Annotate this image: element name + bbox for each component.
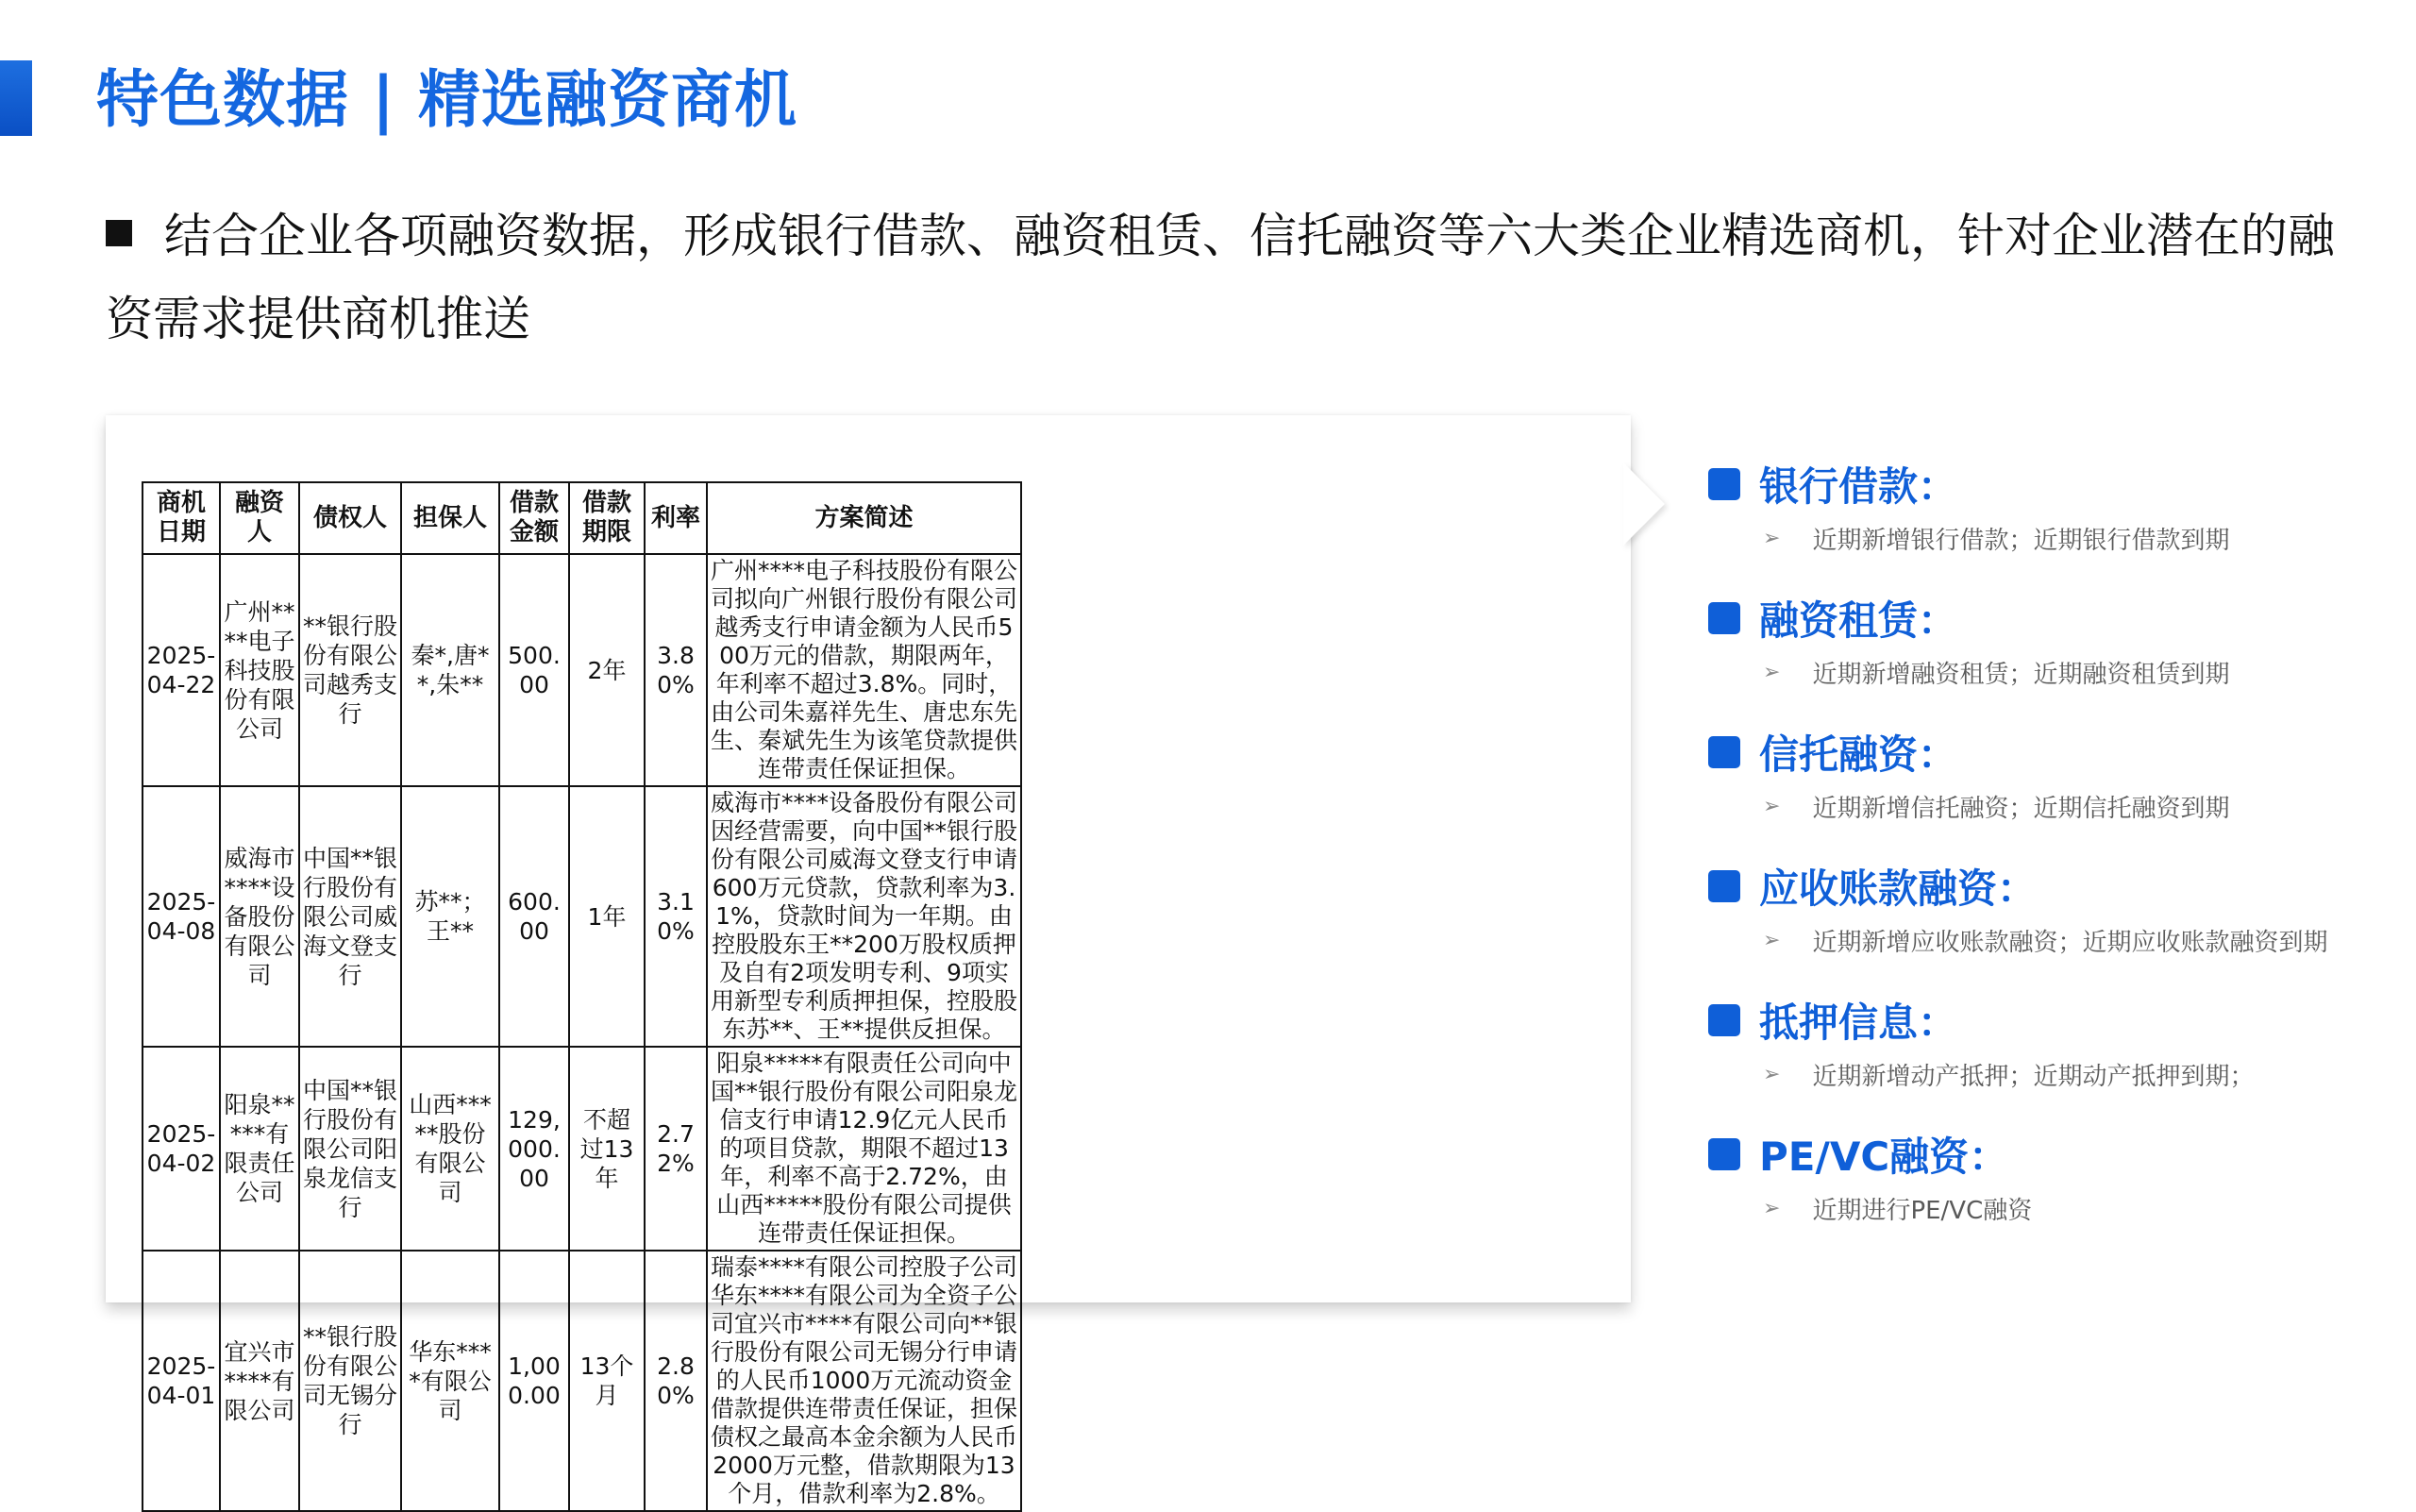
category-item	[1708, 719, 2388, 853]
cell-creditor: **银行股份有限公司无锡分行	[299, 1251, 401, 1511]
category-desc: 近期新增动产抵押；近期动产抵押到期；	[1812, 1062, 2255, 1091]
cell-term: 1年	[569, 786, 645, 1047]
cell-guarantor: 秦*,唐**,朱**	[401, 554, 499, 786]
arrow-right-icon: ➢	[1763, 1196, 1781, 1220]
cell-date: 2025-04-22	[143, 554, 220, 786]
arrow-right-icon: ➢	[1763, 928, 1781, 952]
cell-rate: 2.80%	[645, 1251, 707, 1511]
col-header-borrower: 融资人	[220, 482, 299, 554]
col-header-rate: 利率	[645, 482, 707, 554]
card-pointer-notch	[1623, 462, 1665, 546]
col-header-summary: 方案简述	[707, 482, 1021, 554]
category-title: 抵押信息：	[1759, 1000, 1958, 1046]
cell-rate: 3.80%	[645, 554, 707, 786]
arrow-right-icon: ➢	[1763, 526, 1781, 550]
cell-term: 2年	[569, 554, 645, 786]
cell-guarantor: 华东****有限公司	[401, 1251, 499, 1511]
category-item	[1708, 853, 2388, 987]
arrow-right-icon: ➢	[1763, 660, 1781, 684]
col-header-creditor: 债权人	[299, 482, 401, 554]
table-card	[106, 415, 1631, 1507]
square-bullet-icon	[1708, 1138, 1740, 1170]
intro-text: 结合企业各项融资数据，形成银行借款、融资租赁、信托融资等六大类企业精选商机，针对企业潜在的融资需求提供商机推送	[106, 209, 2335, 346]
col-header-guarantor: 担保人	[401, 482, 499, 554]
category-title: 融资租赁：	[1759, 597, 1958, 644]
title-accent-bar	[0, 60, 32, 136]
col-header-amount: 借款金额	[499, 482, 569, 554]
category-desc: 近期新增融资租赁；近期融资租赁到期	[1812, 660, 2230, 689]
category-list	[1708, 451, 2388, 1255]
cell-creditor: 中国**银行股份有限公司阳泉龙信支行	[299, 1047, 401, 1251]
category-title: PE/VC融资：	[1759, 1134, 2009, 1180]
category-item	[1708, 987, 2388, 1121]
cell-borrower: 阳泉*****有限责任公司	[220, 1047, 299, 1251]
cell-guarantor: 山西*****股份有限公司	[401, 1047, 499, 1251]
category-title: 应收账款融资：	[1759, 865, 2038, 912]
cell-summary: 广州****电子科技股份有限公司拟向广州银行股份有限公司越秀支行申请金额为人民币500万元的借款，期限两年，年利率不超过3.8%。同时，由公司朱嘉祥先生、唐忠东先生、秦斌先生为该笔贷款提供连带责任保证担保。	[707, 554, 1021, 786]
cell-guarantor: 苏**；王**	[401, 786, 499, 1047]
square-bullet-icon	[106, 220, 132, 246]
col-header-term: 借款期限	[569, 482, 645, 554]
table-row	[143, 786, 1021, 1047]
square-bullet-icon	[1708, 870, 1740, 902]
financing-table	[142, 481, 1022, 1512]
cell-date: 2025-04-08	[143, 786, 220, 1047]
category-desc: 近期新增信托融资；近期信托融资到期	[1812, 794, 2230, 823]
category-item	[1708, 1121, 2388, 1255]
cell-date: 2025-04-02	[143, 1047, 220, 1251]
square-bullet-icon	[1708, 736, 1740, 768]
cell-summary: 阳泉*****有限责任公司向中国**银行股份有限公司阳泉龙信支行申请12.9亿元人民币的项目贷款，期限不超过13年，利率不高于2.72%，由山西*****股份有限公司提供连带责任保证担保。	[707, 1047, 1021, 1251]
category-item	[1708, 585, 2388, 719]
cell-date: 2025-04-01	[143, 1251, 220, 1511]
cell-amount: 500.00	[499, 554, 569, 786]
cell-amount: 600.00	[499, 786, 569, 1047]
table-row	[143, 1251, 1021, 1511]
category-item	[1708, 451, 2388, 585]
cell-rate: 3.10%	[645, 786, 707, 1047]
cell-amount: 129,000.00	[499, 1047, 569, 1251]
category-title: 银行借款：	[1759, 463, 1958, 510]
cell-summary: 威海市****设备股份有限公司因经营需要，向中国**银行股份有限公司威海文登支行申请600万元贷款，贷款利率为3.1%，贷款时间为一年期。由控股股东王**200万股权质押及自有2项发明专利、9项实用新型专利质押担保，控股股东苏**、王**提供反担保。	[707, 786, 1021, 1047]
cell-amount: 1,000.00	[499, 1251, 569, 1511]
category-desc: 近期进行PE/VC融资	[1812, 1196, 2033, 1225]
square-bullet-icon	[1708, 468, 1740, 500]
cell-summary: 瑞泰****有限公司控股子公司华东****有限公司为全资子公司宜兴市****有限公司向**银行股份有限公司无锡分行申请的人民币1000万元流动资金借款提供连带责任保证，担保债权之最高本金余额为人民币2000万元整，借款期限为13个月，借款利率为2.8%。	[707, 1251, 1021, 1511]
cell-borrower: 威海市****设备股份有限公司	[220, 786, 299, 1047]
table-row	[143, 554, 1021, 786]
square-bullet-icon	[1708, 602, 1740, 634]
category-desc: 近期新增应收账款融资；近期应收账款融资到期	[1812, 928, 2328, 957]
cell-term: 13个月	[569, 1251, 645, 1511]
cell-rate: 2.72%	[645, 1047, 707, 1251]
cell-borrower: 宜兴市****有限公司	[220, 1251, 299, 1511]
table-header-row	[143, 482, 1021, 554]
intro-paragraph	[106, 194, 2352, 361]
col-header-date: 商机日期	[143, 482, 220, 554]
cell-creditor: **银行股份有限公司越秀支行	[299, 554, 401, 786]
category-desc: 近期新增银行借款；近期银行借款到期	[1812, 526, 2230, 555]
page-title: 特色数据 | 精选融资商机	[96, 63, 798, 136]
category-title: 信托融资：	[1759, 731, 1958, 778]
arrow-right-icon: ➢	[1763, 1062, 1781, 1086]
square-bullet-icon	[1708, 1004, 1740, 1036]
cell-creditor: 中国**银行股份有限公司威海文登支行	[299, 786, 401, 1047]
cell-term: 不超过13年	[569, 1047, 645, 1251]
table-row	[143, 1047, 1021, 1251]
cell-borrower: 广州****电子科技股份有限公司	[220, 554, 299, 786]
arrow-right-icon: ➢	[1763, 794, 1781, 818]
